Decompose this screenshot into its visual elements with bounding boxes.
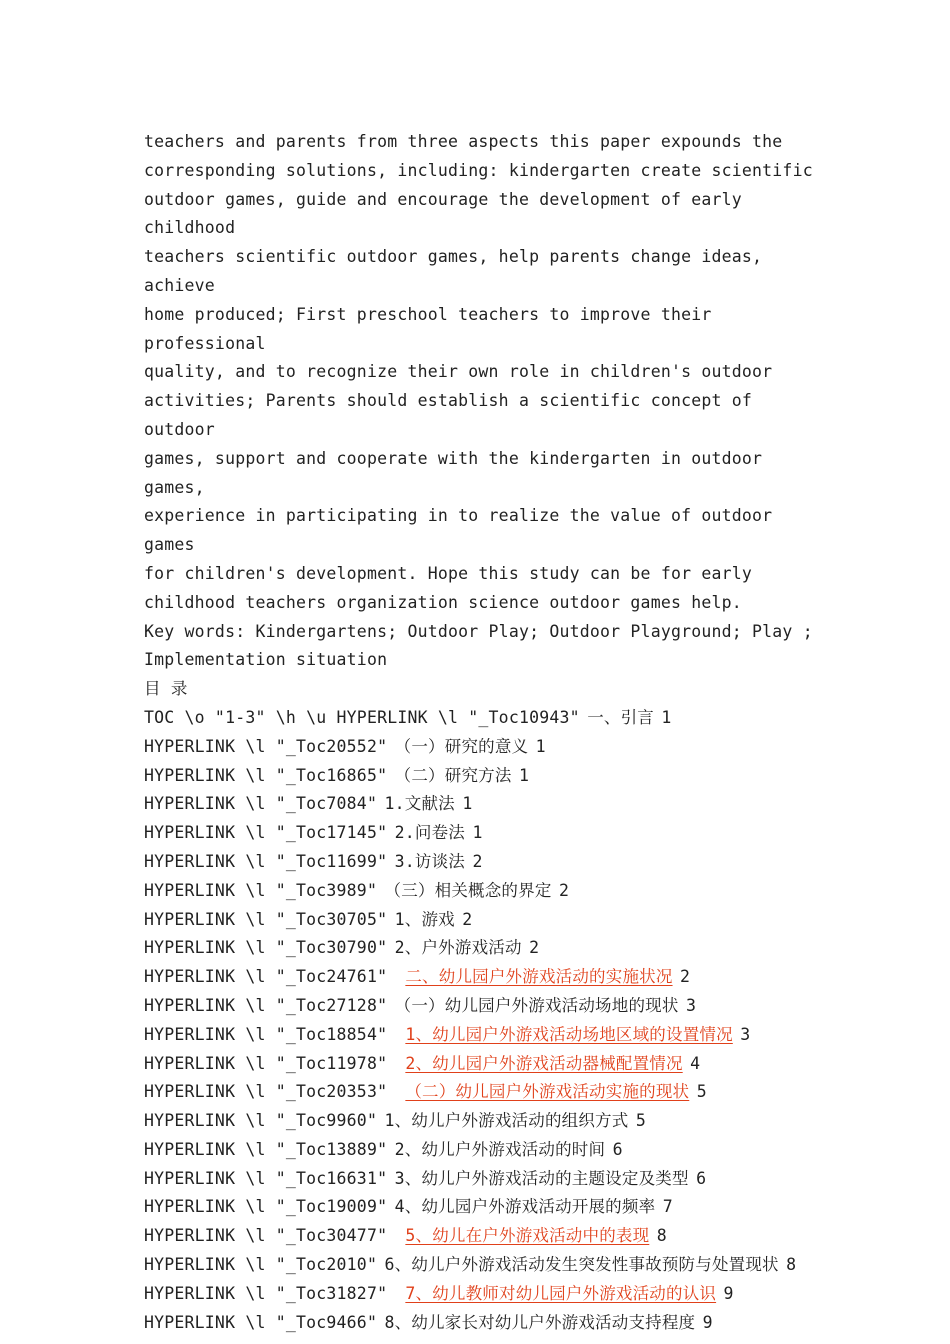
toc-entry [144, 906, 814, 935]
toc-page-number: 3 [685, 995, 697, 1015]
toc-entry-link[interactable]: 2、幼儿园户外游戏活动器械配置情况 [405, 1053, 683, 1073]
abstract-line: for children's development. Hope this study can be for early [144, 563, 753, 583]
abstract-line: teachers scientific outdoor games, help parents change ideas, achieve [144, 247, 763, 295]
abstract-line: activities; Parents should establish a scientific concept of outdoor [144, 391, 753, 439]
toc-page-number: 2 [679, 967, 691, 987]
toc-entry-title: （一）研究的意义 [394, 736, 529, 756]
toc-field-code: HYPERLINK \l "_Toc30790" [144, 938, 388, 958]
toc-entry [144, 1251, 814, 1280]
toc-field-code: HYPERLINK \l "_Toc16865" [144, 765, 388, 785]
toc-entry[interactable] [144, 963, 814, 992]
abstract-line: experience in participating in to realize the value of outdoor games [144, 506, 773, 555]
toc-entry-title: 2.问卷法 [394, 823, 466, 843]
toc-entry [144, 1165, 814, 1194]
keywords-line: Implementation situation [144, 650, 388, 670]
toc-field-code: TOC \o "1-3" \h \u HYPERLINK \l "_Toc10943" [144, 707, 580, 727]
toc-entry [144, 819, 814, 848]
toc-page-number: 7 [662, 1197, 673, 1217]
toc-page-number: 6 [612, 1139, 623, 1159]
toc-page-number: 2 [558, 880, 570, 900]
toc-entry-title: （二）研究方法 [394, 765, 512, 785]
abstract-line: quality, and to recognize their own role in children's outdoor [144, 362, 773, 382]
toc-entry-title: 3、幼儿户外游戏活动的主题设定及类型 [394, 1168, 689, 1188]
abstract-line: outdoor games, guide and encourage the development of early childhood [144, 189, 742, 238]
toc-field-code: HYPERLINK \l "_Toc16631" [144, 1168, 388, 1188]
toc-entry-title: （一）幼儿园户外游戏活动场地的现状 [394, 995, 679, 1015]
toc-entry [144, 733, 814, 762]
toc-page-number: 2 [529, 938, 540, 958]
toc-page-number: 1 [462, 794, 473, 814]
toc-field-code: HYPERLINK \l "_Toc18854" [144, 1024, 388, 1044]
toc-entry-link[interactable]: 7、幼儿教师对幼儿园户外游戏活动的认识 [405, 1283, 717, 1303]
toc-entry[interactable] [144, 1050, 814, 1079]
toc-entry [144, 762, 814, 791]
toc-entry-title: 1.文献法 [384, 794, 455, 814]
toc-entry[interactable] [144, 1021, 814, 1050]
toc-field-code: HYPERLINK \l "_Toc24761" [144, 967, 388, 987]
toc-entry-link[interactable]: （二）幼儿园户外游戏活动实施的现状 [405, 1082, 690, 1102]
toc-field-code: HYPERLINK \l "_Toc20552" [144, 736, 388, 756]
toc-page-number: 8 [656, 1226, 667, 1246]
abstract-line: teachers and parents from three aspects this paper expounds the [144, 132, 783, 151]
toc-field-code: HYPERLINK \l "_Toc20353" [144, 1082, 388, 1102]
toc-page-number: 2 [472, 851, 483, 871]
toc-entry-title: 8、幼儿家长对幼儿户外游戏活动支持程度 [384, 1312, 696, 1332]
toc-page-number: 2 [462, 909, 473, 929]
toc-field-code: HYPERLINK \l "_Toc17145" [144, 823, 388, 843]
abstract-line: corresponding solutions, including: kindergarten create scientific [144, 160, 813, 180]
toc-field-code: HYPERLINK \l "_Toc13889" [144, 1139, 388, 1159]
toc-entry[interactable] [144, 1222, 814, 1251]
toc-page-number: 4 [690, 1053, 701, 1073]
toc-entry-title: 1、游戏 [394, 909, 455, 929]
toc-entry [144, 790, 814, 819]
toc-entry [144, 934, 814, 963]
toc-entry-title: 2、户外游戏活动 [394, 938, 522, 958]
toc-entry-title: （三）相关概念的界定 [384, 880, 552, 900]
toc-entry-title: 4、幼儿园户外游戏活动开展的频率 [394, 1197, 656, 1217]
toc-entry-link[interactable]: 1、幼儿园户外游戏活动场地区域的设置情况 [405, 1024, 733, 1044]
document-page [144, 128, 814, 1337]
toc-entry [144, 992, 814, 1021]
toc-entry [144, 1107, 814, 1136]
toc-field-code: HYPERLINK \l "_Toc9466" [144, 1312, 378, 1332]
toc-entry-link[interactable]: 5、幼儿在户外游戏活动中的表现 [405, 1226, 650, 1246]
toc-field-code: HYPERLINK \l "_Toc11699" [144, 851, 388, 871]
toc-entry-title: 3.访谈法 [394, 851, 466, 871]
toc-entry [144, 1136, 814, 1165]
toc-field-code: HYPERLINK \l "_Toc3989" [144, 880, 378, 900]
toc-page-number: 1 [472, 823, 483, 843]
toc-page-number: 9 [723, 1283, 734, 1303]
toc-field-code: HYPERLINK \l "_Toc11978" [144, 1053, 388, 1073]
toc-field-code: HYPERLINK \l "_Toc30477" [144, 1226, 388, 1246]
toc-entry-title: 2、幼儿户外游戏活动的时间 [394, 1139, 606, 1159]
toc-page-number: 5 [696, 1082, 707, 1102]
toc-field-code: HYPERLINK \l "_Toc9960" [144, 1111, 378, 1131]
abstract-line: home produced; First preschool teachers to improve their professional [144, 304, 712, 353]
toc-page-number: 9 [702, 1312, 713, 1332]
toc-page-number: 1 [518, 765, 530, 785]
abstract-paragraph [144, 128, 814, 618]
toc-field-code: HYPERLINK \l "_Toc19009" [144, 1197, 388, 1217]
toc-page-number: 5 [635, 1111, 647, 1131]
toc-entry [144, 1309, 814, 1338]
toc-entry-title: 6、幼儿户外游戏活动发生突发性事故预防与处置现状 [384, 1255, 779, 1275]
keywords-line: Key words: Kindergartens; Outdoor Play; Outdoor Playground; Play ; [144, 621, 813, 641]
toc-field-code: HYPERLINK \l "_Toc30705" [144, 909, 388, 929]
toc-entry-link[interactable]: 二、幼儿园户外游戏活动的实施状况 [405, 967, 673, 987]
toc-entry[interactable] [144, 1280, 814, 1309]
toc-field-code: HYPERLINK \l "_Toc2010" [144, 1255, 378, 1275]
toc-entry [144, 1193, 814, 1222]
toc-field-code: HYPERLINK \l "_Toc27128" [144, 995, 388, 1015]
toc-page-number: 1 [661, 707, 672, 727]
toc-page-number: 1 [535, 736, 546, 756]
toc-field-code: HYPERLINK \l "_Toc7084" [144, 794, 378, 814]
keywords-block [144, 618, 814, 676]
toc-entry[interactable] [144, 1078, 814, 1107]
toc-entry [144, 877, 814, 906]
toc-entry-title: 一、引言 [587, 707, 654, 727]
toc-entry [144, 704, 814, 733]
toc-list [144, 704, 814, 1338]
abstract-line: games, support and cooperate with the kindergarten in outdoor games, [144, 448, 763, 497]
toc-page-number: 8 [786, 1255, 797, 1275]
toc-field-code: HYPERLINK \l "_Toc31827" [144, 1283, 388, 1303]
toc-page-number: 3 [740, 1024, 751, 1044]
abstract-line: childhood teachers organization science outdoor games help. [144, 592, 742, 612]
toc-entry [144, 848, 814, 877]
toc-entry-title: 1、幼儿户外游戏活动的组织方式 [384, 1111, 629, 1131]
toc-page-number: 6 [696, 1168, 707, 1188]
toc-heading: 目 录 [144, 679, 188, 699]
